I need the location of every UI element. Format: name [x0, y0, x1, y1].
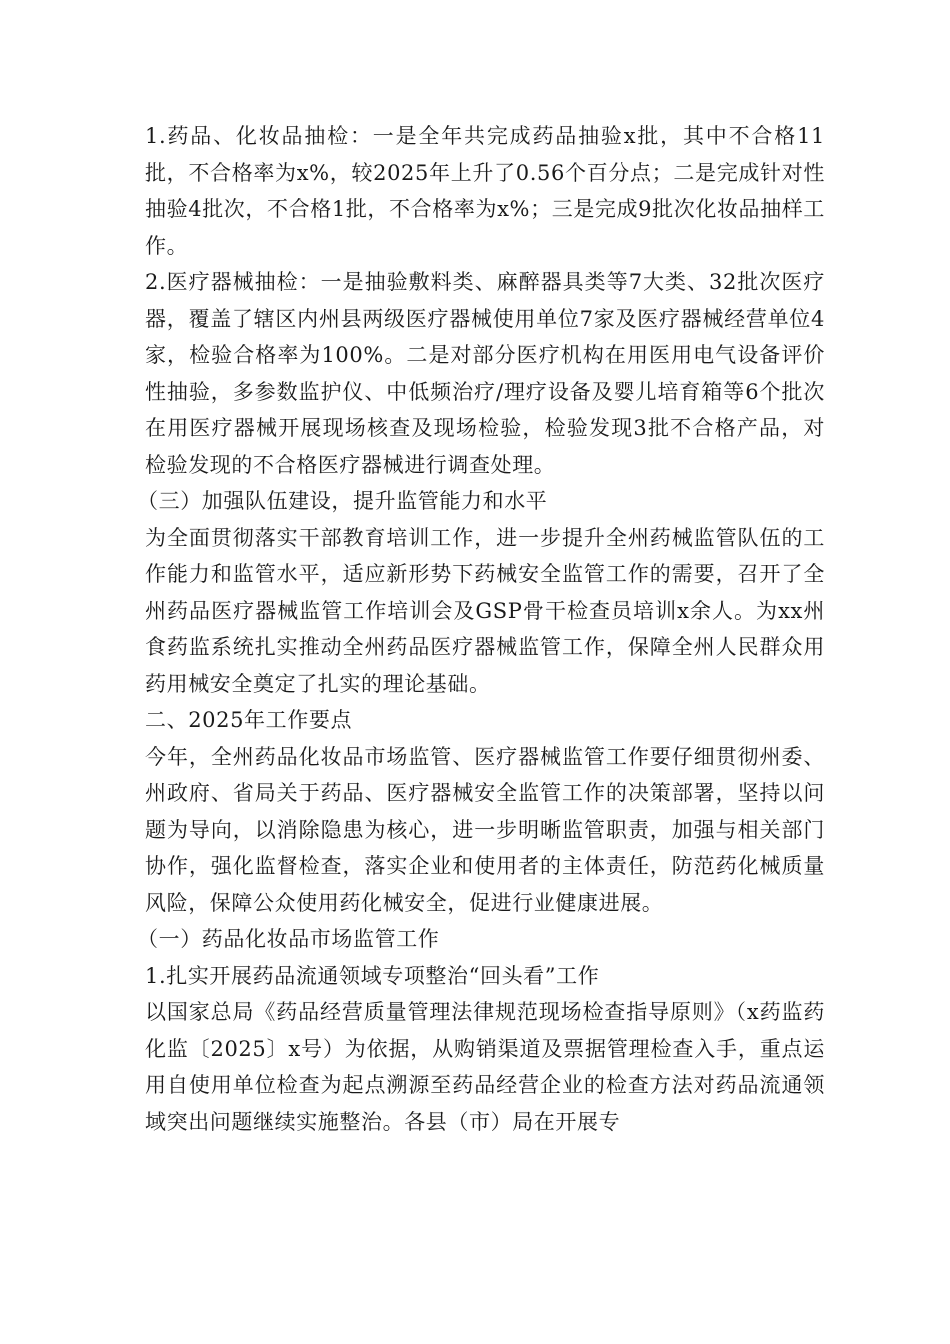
paragraph-2025-overview: 今年，全州药品化妆品市场监管、医疗器械监管工作要仔细贯彻州委、州政府、省局关于药品、医疗器械安全监管工作的决策部署，坚持以问题为导向，以消除隐患为核心，进一步明晰监管职责，加强与相关部门协作，强化监督检查，落实企业和使用者的主体责任，防范药化械质量风险，保障公众使用药化械安全，促进行业健康进展。 — [145, 744, 825, 915]
paragraph-rectification-details: 以国家总局《药品经营质量管理法律规范现场检查指导原则》（x药监药化监〔2025〕x号）为依据，从购销渠道及票据管理检查入手，重点运用自使用单位检查为起点溯源至药品经营企业的检查方法对药品流通领域突出问题继续实施整治。各县（市）局在开展专 — [145, 1000, 825, 1134]
subheading-special-rectification: 1.扎实开展药品流通领域专项整治“回头看”工作 — [145, 963, 600, 988]
document-body — [137, 118, 825, 1140]
paragraph-team-training: 为全面贯彻落实干部教育培训工作，进一步提升全州药械监管队伍的工作能力和监管水平，适应新形势下药械安全监管工作的需要，召开了全州药品医疗器械监管工作培训会及GSP骨干检查员培训x余人。为xx州食药监系统扎实推动全州药品医疗器械监管工作，保障全州人民群众用药用械安全奠定了扎实的理论基础。 — [145, 525, 825, 696]
section-heading-market-supervision: （一）药品化妆品市场监管工作 — [137, 927, 440, 951]
paragraph-drug-cosmetic-sampling: 1.药品、化妆品抽检：一是全年共完成药品抽验x批，其中不合格11批，不合格率为x%，较2025年上升了0.56个百分点；二是完成针对性抽验4批次，不合格1批，不合格率为x%；三是完成9批次化妆品抽样工作。 — [145, 124, 825, 258]
paragraph-medical-device-sampling: 2.医疗器械抽检：一是抽验敷料类、麻醉器具类等7大类、32批次医疗器，覆盖了辖区内州县两级医疗器械使用单位7家及医疗器械经营单位4家，检验合格率为100%。二是对部分医疗机构在用医用电气设备评价性抽验，多参数监护仪、中低频治疗/理疗设备及婴儿培育箱等6个批次在用医疗器械开展现场核查及现场检验，检验发现3批不合格产品，对检验发现的不合格医疗器械进行调查处理。 — [145, 270, 825, 477]
section-heading-team-building: （三）加强队伍建设，提升监管能力和水平 — [137, 489, 548, 513]
section-heading-2025-key-points: 二、2025年工作要点 — [145, 708, 353, 732]
